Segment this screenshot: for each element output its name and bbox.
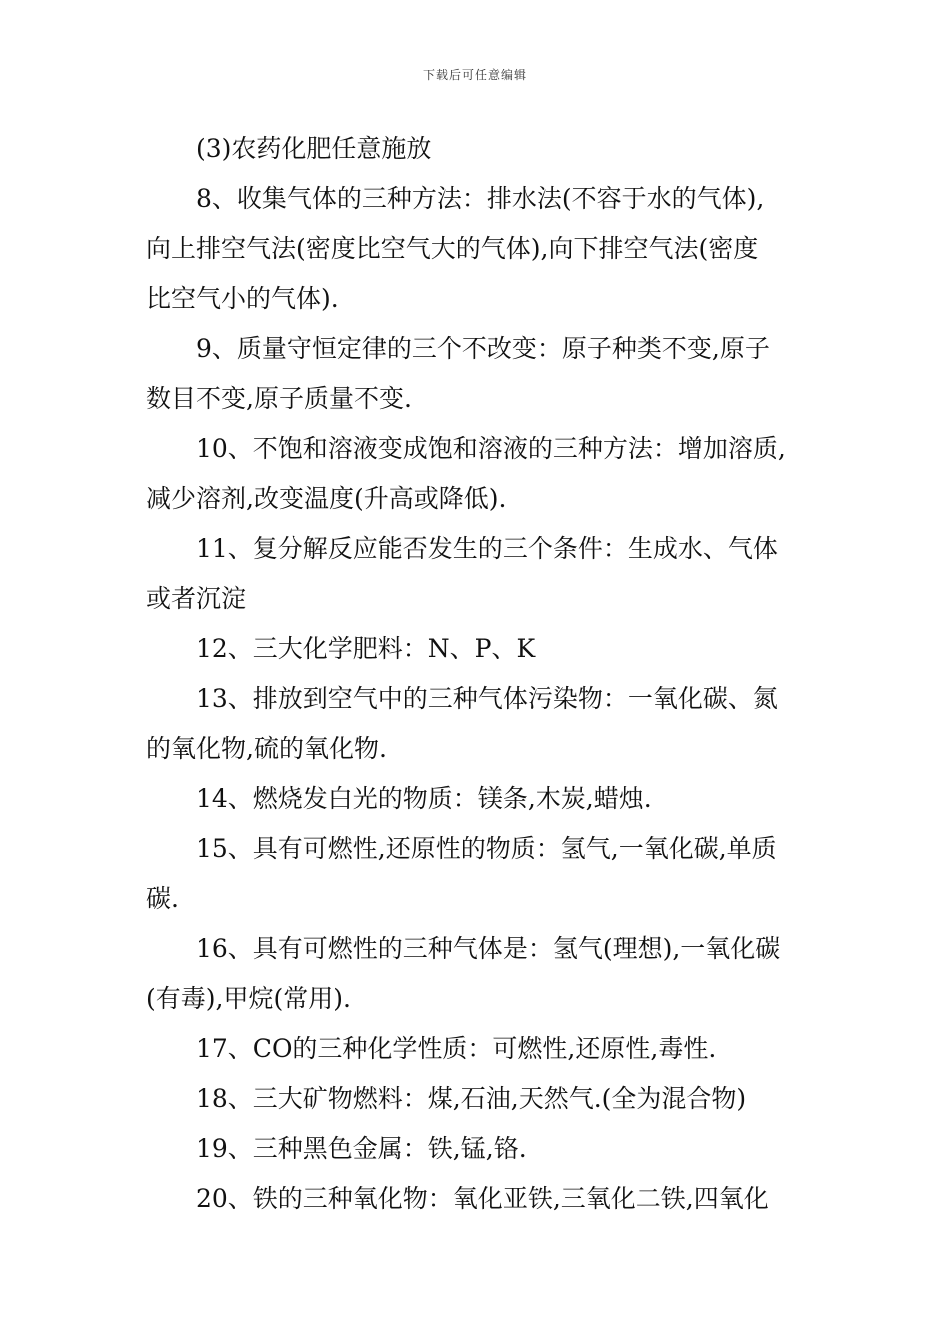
text-line: 数目不变,原子质量不变.	[146, 384, 412, 413]
page-header: 下载后可任意编辑	[422, 68, 527, 82]
text-line: 10、不饱和溶液变成饱和溶液的三种方法：增加溶质,	[196, 434, 786, 463]
text-line: 20、铁的三种氧化物：氧化亚铁,三氧化二铁,四氧化	[196, 1184, 769, 1213]
text-line: 8、收集气体的三种方法：排水法(不容于水的气体),	[196, 184, 765, 213]
text-line: 16、具有可燃性的三种气体是：氢气(理想),一氧化碳	[196, 934, 781, 963]
text-line: 9、质量守恒定律的三个不改变：原子种类不变,原子	[196, 334, 770, 363]
document-body	[146, 124, 808, 1224]
text-line: (3)农药化肥任意施放	[196, 134, 432, 163]
text-line: 或者沉淀	[146, 584, 247, 613]
text-line: 14、燃烧发白光的物质：镁条,木炭,蜡烛.	[196, 784, 652, 813]
text-line: 17、CO的三种化学性质：可燃性,还原性,毒性.	[196, 1034, 717, 1063]
text-line: (有毒),甲烷(常用).	[146, 984, 351, 1013]
text-line: 19、三种黑色金属：铁,锰,铬.	[196, 1134, 527, 1163]
text-line: 减少溶剂,改变温度(升高或降低).	[146, 484, 507, 513]
text-line: 比空气小的气体).	[146, 284, 339, 313]
text-line: 18、三大矿物燃料：煤,石油,天然气.(全为混合物)	[196, 1084, 747, 1113]
text-line: 碳.	[146, 884, 179, 913]
text-line: 向上排空气法(密度比空气大的气体),向下排空气法(密度	[146, 234, 759, 263]
text-line: 15、具有可燃性,还原性的物质：氢气,一氧化碳,单质	[196, 834, 777, 863]
text-line: 的氧化物,硫的氧化物.	[146, 734, 387, 763]
text-line: 12、三大化学肥料：N、P、K	[196, 634, 536, 663]
text-line: 11、复分解反应能否发生的三个条件：生成水、气体	[196, 534, 778, 563]
text-line: 13、排放到空气中的三种气体污染物：一氧化碳、氮	[196, 684, 778, 713]
